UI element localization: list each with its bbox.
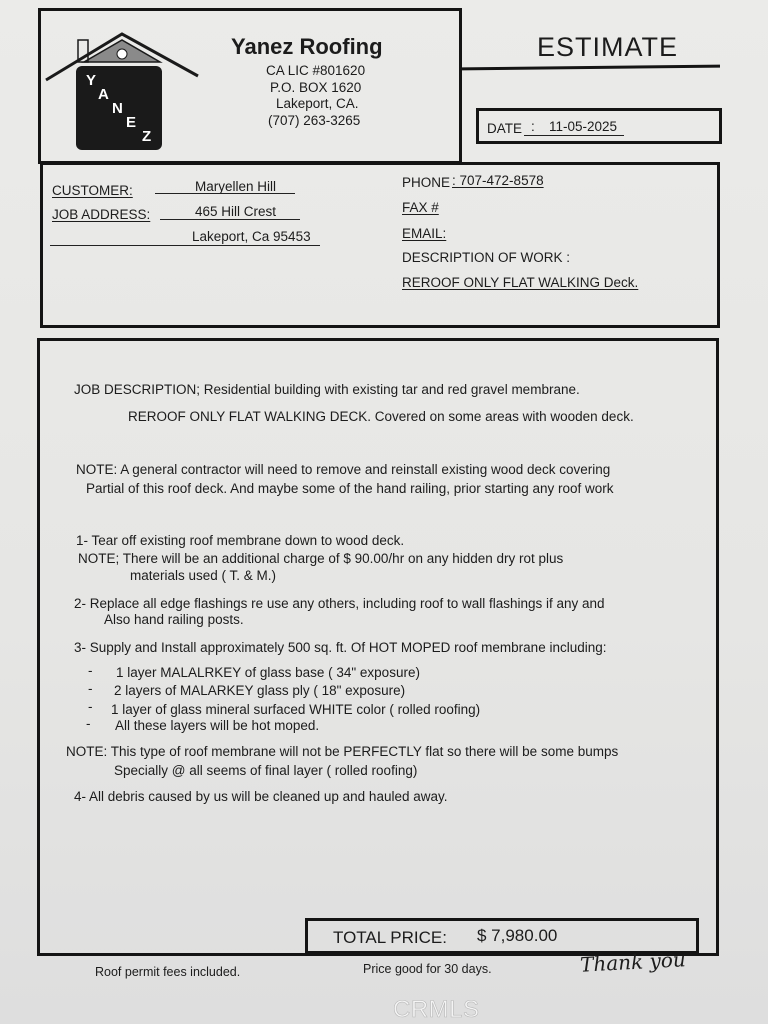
customer-name: Maryellen Hill	[195, 179, 277, 194]
date-value: 11-05-2025	[549, 119, 618, 134]
total-price-value: $ 7,980.00	[477, 926, 558, 945]
item1-tear-off: 1- Tear off existing roof membrane down to wood deck.	[76, 533, 405, 548]
customer-label: CUSTOMER:	[52, 183, 133, 198]
title-underline	[462, 65, 720, 71]
thank-you-signature: Thank you	[579, 947, 687, 977]
item1-materials: materials used ( T. & M.)	[130, 568, 277, 583]
document-title: ESTIMATE	[537, 32, 679, 62]
description-of-work-value: REROOF ONLY FLAT WALKING Deck.	[402, 275, 639, 290]
item1-note-dry-rot: NOTE; There will be an additional charge of $ 90.00/hr on any hidden dry rot plus	[78, 551, 564, 566]
item4-debris: 4- All debris caused by us will be cleaned up and hauled away.	[74, 789, 448, 804]
layer-item-mineral-surfaced: 1 layer of glass mineral surfaced WHITE color ( rolled roofing)	[111, 702, 481, 717]
house-roof-logo-icon	[44, 32, 200, 154]
description-of-work-label: DESCRIPTION OF WORK :	[402, 250, 571, 265]
layer-bullet: -	[86, 716, 91, 731]
total-price-label: TOTAL PRICE:	[333, 928, 447, 947]
email-label: EMAIL:	[402, 226, 447, 241]
item3-supply-install: 3- Supply and Install approximately 500 sq. ft. Of HOT MOPED roof membrane including:	[74, 640, 607, 655]
job-address-line2-rule	[50, 245, 320, 246]
logo-letter-y: Y	[86, 72, 97, 89]
crmls-watermark: CRMLS	[393, 996, 480, 1023]
note-general-contractor-line2: Partial of this roof deck. And maybe some of the hand railing, prior starting any roof work	[86, 481, 614, 496]
job-address-line1-rule	[160, 219, 300, 220]
layer-bullet: -	[88, 699, 93, 714]
company-phone: (707) 263-3265	[268, 113, 361, 128]
job-address-line2: Lakeport, Ca 95453	[192, 229, 311, 244]
fax-label: FAX #	[402, 200, 439, 215]
roof-permit-note: Roof permit fees included.	[95, 965, 241, 979]
layer-item-glass-base: 1 layer MALALRKEY of glass base ( 34" exposure)	[116, 665, 420, 680]
layer-bullet: -	[88, 663, 93, 678]
phone-number: 707-472-8578	[459, 173, 544, 188]
customer-name-line	[155, 193, 295, 194]
logo-letter-z: Z	[142, 128, 152, 145]
note-not-flat-line1: NOTE: This type of roof membrane will not be PERFECTLY flat so there will be some bumps	[66, 744, 619, 759]
job-description-line1: JOB DESCRIPTION; Residential building with existing tar and red gravel membrane.	[74, 382, 580, 397]
logo-letter-e: E	[126, 114, 137, 131]
company-license: CA LIC #801620	[266, 63, 366, 78]
company-city: Lakeport, CA.	[276, 96, 359, 111]
date-label: DATE	[487, 121, 523, 136]
item2-flashings-line1: 2- Replace all edge flashings re use any others, including roof to wall flashings if any and	[74, 596, 605, 611]
job-address-line1: 465 Hill Crest	[195, 204, 277, 219]
job-description-line2: REROOF ONLY FLAT WALKING DECK. Covered on some areas with wooden deck.	[128, 409, 634, 424]
layer-bullet: -	[88, 681, 93, 696]
company-po-box: P.O. BOX 1620	[270, 80, 362, 95]
date-underline	[524, 135, 624, 136]
item2-flashings-line2: Also hand railing posts.	[104, 612, 244, 627]
logo-letter-a: A	[98, 86, 109, 103]
phone-value: : 707-472-8578	[452, 173, 544, 188]
company-logo	[44, 32, 200, 154]
price-good-note: Price good for 30 days.	[363, 962, 492, 976]
logo-letter-n: N	[112, 100, 123, 117]
date-colon: :	[531, 119, 535, 134]
layer-item-hot-moped: All these layers will be hot moped.	[115, 718, 320, 733]
layer-item-glass-ply: 2 layers of MALARKEY glass ply ( 18" exposure)	[114, 683, 406, 698]
company-name: Yanez Roofing	[231, 34, 383, 59]
note-not-flat-line2: Specially @ all seems of final layer ( rolled roofing)	[114, 763, 418, 778]
job-address-label: JOB ADDRESS:	[52, 207, 151, 222]
phone-label: PHONE	[402, 175, 451, 190]
note-general-contractor-line1: NOTE: A general contractor will need to remove and reinstall existing wood deck covering	[76, 462, 611, 477]
